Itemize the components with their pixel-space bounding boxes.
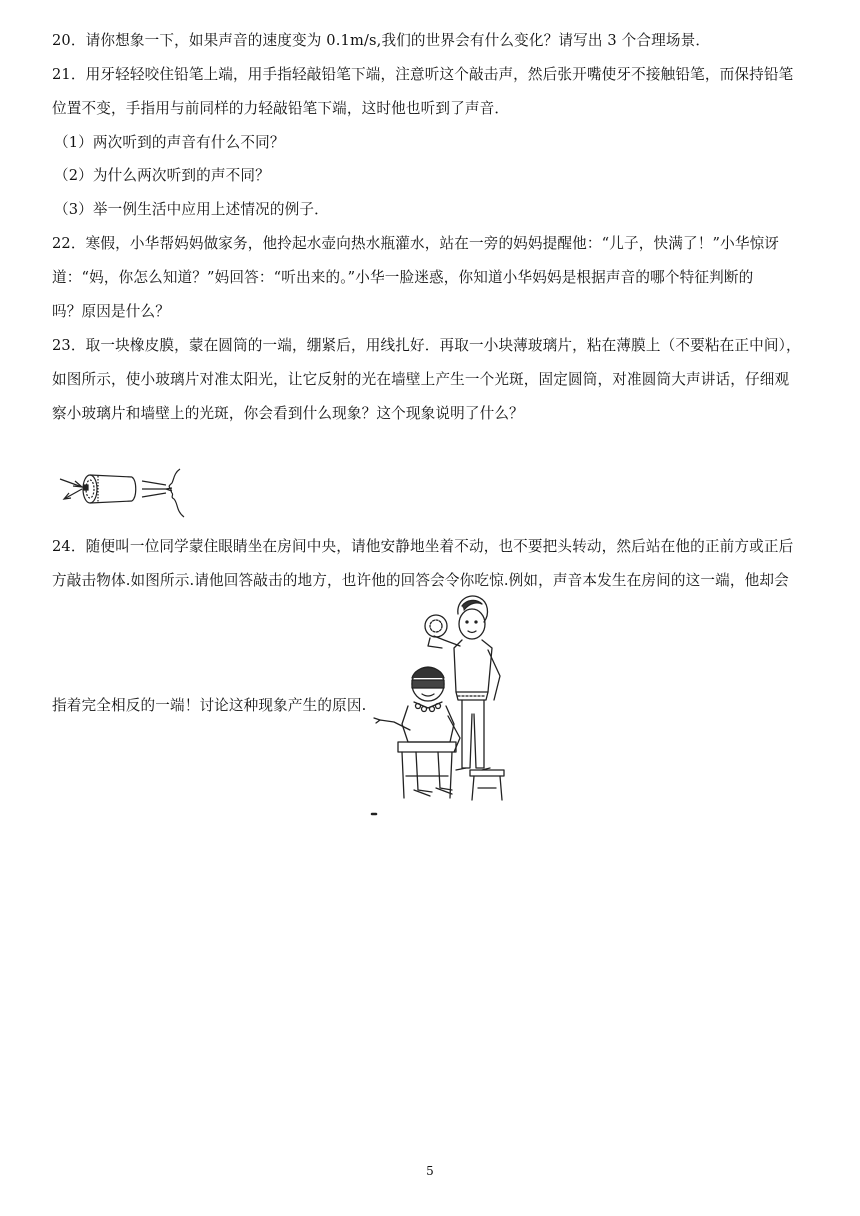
question-23-line-2: 如图所示，使小玻璃片对准太阳光，让它反射的光在墙壁上产生一个光斑，固定圆筒，对准圆筒大声讲话，仔细观	[52, 371, 790, 388]
blindfold-experiment-drawing	[370, 592, 530, 820]
question-22-line-1: 22．寒假，小华帮妈妈做家务，他拎起水壶向热水瓶灌水，站在一旁的妈妈提醒他：“儿子，快满了！”小华惊讶	[52, 235, 780, 252]
question-21-sub-3: （3）举一例生活中应用上述情况的例子．	[54, 201, 329, 218]
question-24-line-3: 指着完全相反的一端！讨论这种现象产生的原因.	[52, 697, 367, 714]
question-21-sub-1: （1）两次听到的声音有什么不同？	[54, 134, 285, 151]
question-23-line-1: 23．取一块橡皮膜，蒙在圆筒的一端，绷紧后，用线扎好．再取一小块薄玻璃片，粘在薄膜上（不要粘在正中间），	[52, 337, 801, 354]
question-20-line-1: 20．请你想象一下，如果声音的速度变为 0.1m/s,我们的世界会有什么变化？请写出 3 个合理场景．	[52, 32, 711, 49]
question-22-line-2: 道：“妈，你怎么知道？”妈回答：“听出来的。”小华一脸迷惑，你知道小华妈妈是根据声音的哪个特征判断的	[52, 269, 754, 286]
question-21-line-2: 位置不变，手指用与前同样的力轻敲铅笔下端，这时他也听到了声音．	[52, 100, 510, 117]
page-number: 5	[426, 1164, 434, 1178]
question-22-line-3: 吗？原因是什么？	[52, 303, 170, 320]
question-24-line-2: 方敲击物体.如图所示.请他回答敲击的地方，也许他的回答会令你吃惊.例如，声音本发生在房间的这一端，他却会	[52, 572, 789, 589]
cylinder-membrane-drawing	[58, 467, 198, 519]
blindfold-experiment-figure	[370, 592, 530, 820]
question-23-line-3: 察小玻璃片和墙壁上的光斑，你会看到什么现象？这个现象说明了什么？	[52, 405, 524, 422]
question-21-line-1: 21．用牙轻轻咬住铅笔上端，用手指轻敲铅笔下端，注意听这个敲击声，然后张开嘴使牙不接触铅笔，而保持铅笔	[52, 66, 794, 83]
cylinder-membrane-figure	[58, 467, 198, 519]
question-21-sub-2: （2）为什么两次听到的声不同？	[54, 167, 270, 184]
question-24-line-1: 24．随便叫一位同学蒙住眼睛坐在房间中央，请他安静地坐着不动，也不要把头转动，然后站在他的正前方或正后	[52, 538, 794, 555]
